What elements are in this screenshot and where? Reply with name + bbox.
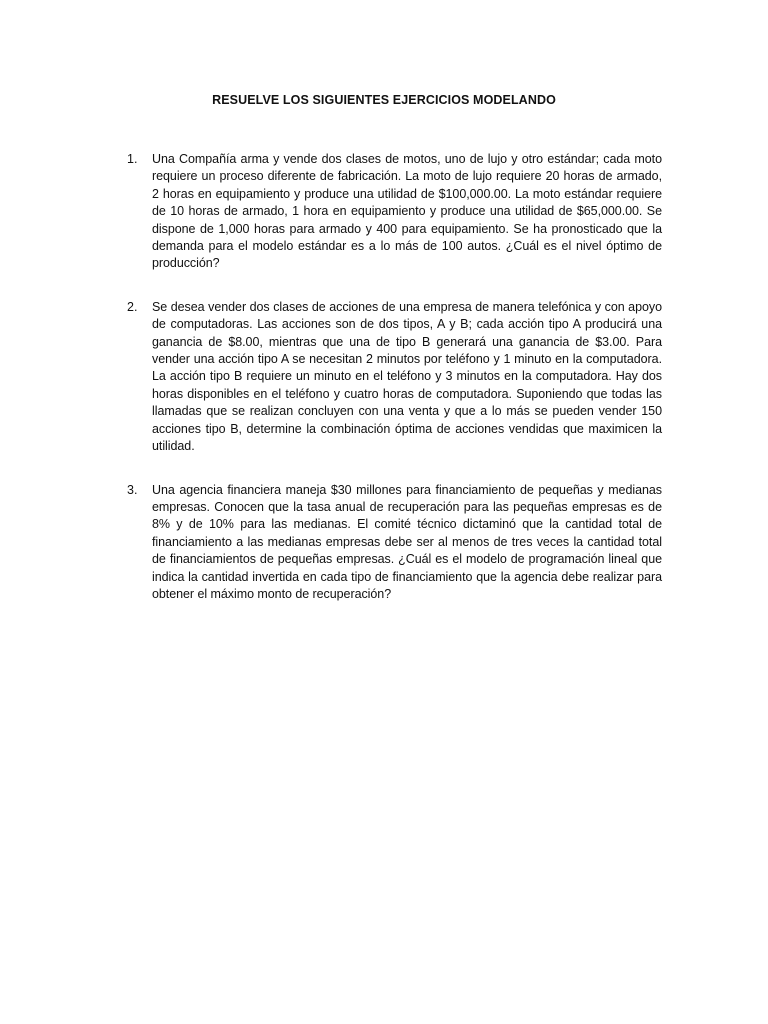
exercise-text: Una agencia financiera maneja $30 millones para financiamiento de pequeñas y medianas empresas. Conocen que la tasa anual de recuperación para las pequeñas empresas es de 8% y de 10% para las medianas. El comité técnico dictaminó que la cantidad total de financiamiento a las medianas empresas debe ser al menos de tres veces la cantidad total de financiamientos de pequeñas empresas. ¿Cuál es el modelo de programación lineal que indica la cantidad invertida en cada tipo de financiamiento que la agencia debe realizar para obtener el máximo monto de recuperación?	[152, 482, 662, 601]
exercise-number: 3.	[127, 482, 138, 497]
exercise-item-1	[0, 151, 768, 273]
document-title: RESUELVE LOS SIGUIENTES EJERCICIOS MODELANDO	[212, 93, 556, 107]
exercise-item-3	[0, 482, 768, 604]
exercise-number: 2.	[127, 299, 138, 314]
exercise-text: Se desea vender dos clases de acciones de una empresa de manera telefónica y con apoyo de computadoras. Las acciones son de dos tipos, A y B; cada acción tipo A producirá una ganancia de $8.00, mientras que una de tipo B generará una ganancia de $3.00. Para vender una acción tipo A se necesitan 2 minutos por teléfono y 1 minuto en la computadora. La acción tipo B requiere un minuto en el teléfono y 3 minutos en la computadora. Hay dos horas disponibles en el teléfono y cuatro horas de computadora. Suponiendo que todas las llamadas que se realizan concluyen con una venta y que a lo más se pueden vender 150 acciones tipo B, determine la combinación óptima de acciones vendidas que maximicen la utilidad.	[152, 299, 662, 454]
exercise-item-2	[0, 299, 768, 456]
exercise-text: Una Compañía arma y vende dos clases de motos, uno de lujo y otro estándar; cada moto requiere un proceso diferente de fabricación. La moto de lujo requiere 20 horas de armado, 2 horas en equipamiento y produce una utilidad de $100,000.00. La moto estándar requiere de 10 horas de armado, 1 hora en equipamiento y produce una utilidad de $65,000.00. Se dispone de 1,000 horas para armado y 400 para equipamiento. Se ha pronosticado que la demanda para el modelo estándar es a lo más de 100 autos. ¿Cuál es el nivel óptimo de producción?	[152, 152, 662, 271]
exercise-number: 1.	[127, 152, 138, 166]
exercise-list	[0, 151, 768, 629]
